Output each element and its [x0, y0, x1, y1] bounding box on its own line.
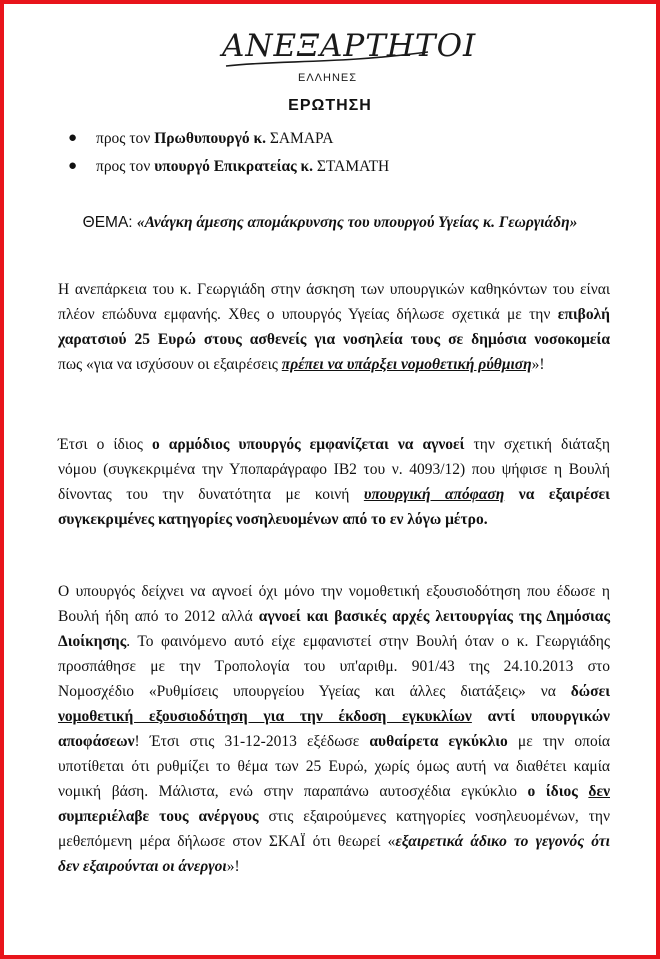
subject-text: «Ανάγκη άμεσης απομάκρυνσης του υπουργού Υγείας κ. Γεωργιάδη»	[136, 214, 578, 231]
subject-line	[0, 214, 660, 232]
recipient-item: ● προς τον υπουργό Επικρατείας κ. ΣΤΑΜΑΤΗ	[68, 158, 390, 175]
bullet-icon: ●	[68, 158, 78, 174]
paragraph-1: Η ανεπάρκεια του κ. Γεωργιάδη στην άσκηση των υπουργικών καθηκόντων του είναι πλέον επώδυνα εμφανής. Χθες ο υπουργός Υγείας δήλωσε σχετικά με την επιβολή χαρατσιού 25 Ευρώ στους ασθενείς για νοσηλεία τους σε δημόσια νοσοκομεία πως «για να ισχύσουν οι εξαιρέσεις πρέπει να υπάρξει νομοθετική ρύθμιση»!	[58, 281, 610, 373]
recipients-list	[68, 130, 389, 186]
paragraph-2: Έτσι ο ίδιος ο αρμόδιος υπουργός εμφανίζεται να αγνοεί την σχετική διάταξη νόμου (συγκεκριμένα την Υποπαράγραφο ΙΒ2 του ν. 4093/12) που ψήφισε η Βουλή δίνοντας του την δυνατότητα με κοινή υπουργική απόφαση να εξαιρέσει συγκεκριμένες κατηγορίες νοσηλευομένων από το εν λόγω μέτρο.	[58, 436, 610, 528]
paragraph-3: Ο υπουργός δείχνει να αγνοεί όχι μόνο την νομοθετική εξουσιοδότηση που έδωσε η Βουλή ήδη από το 2012 αλλά αγνοεί και βασικές αρχές λειτουργίας της Δημόσιας Διοίκησης. Το φαινόμενο αυτό είχε εμφανιστεί στην Βουλή όταν ο κ. Γεωργιάδης προσπάθησε με την Τροπολογία του υπ'αριθμ. 901/43 της 24.10.2013 στο Νομοσχέδιο «Ρυθμίσεις υπουργείου Υγείας και άλλες διατάξεις» να δώσει νομοθετική εξουσιοδότηση για την έκδοση εγκυκλίων αντί υπουργικών αποφάσεων! Έτσι στις 31-12-2013 εξέδωσε αυθαίρετα εγκύκλιο με την οποία υποτίθεται ότι ρυθμίζει το θέμα των 25 Ευρώ, χωρίς όμως αυτή να διαθέτει καμία νομική βάση. Μάλιστα, ενώ στην παραπάνω αυτοσχέδια εγκύκλιο ο ίδιος δεν συμπεριέλαβε τους ανέργους στις εξαιρούμενες κατηγορίες νοσηλευομένων, την μεθεπόμενη μέρα δήλωσε στον ΣΚΑΪ ότι θεωρεί «εξαιρετικά άδικο το γεγονός ότι δεν εξαιρούνται οι άνεργοι»!	[58, 583, 610, 875]
bullet-icon: ●	[68, 130, 78, 146]
recipient-item: ● προς τον Πρωθυπουργό κ. ΣΑΜΑΡΑ	[68, 130, 334, 147]
subject-label: ΘΕΜΑ:	[82, 214, 137, 231]
logo-party-subtitle: ΕΛΛΗΝΕΣ	[298, 72, 358, 84]
document-title: ΕΡΩΤΗΣΗ	[288, 97, 372, 114]
party-logo	[218, 22, 477, 92]
logo-party-name: ΑΝΕΞΑΡΤΗΤΟΙ	[222, 28, 477, 64]
